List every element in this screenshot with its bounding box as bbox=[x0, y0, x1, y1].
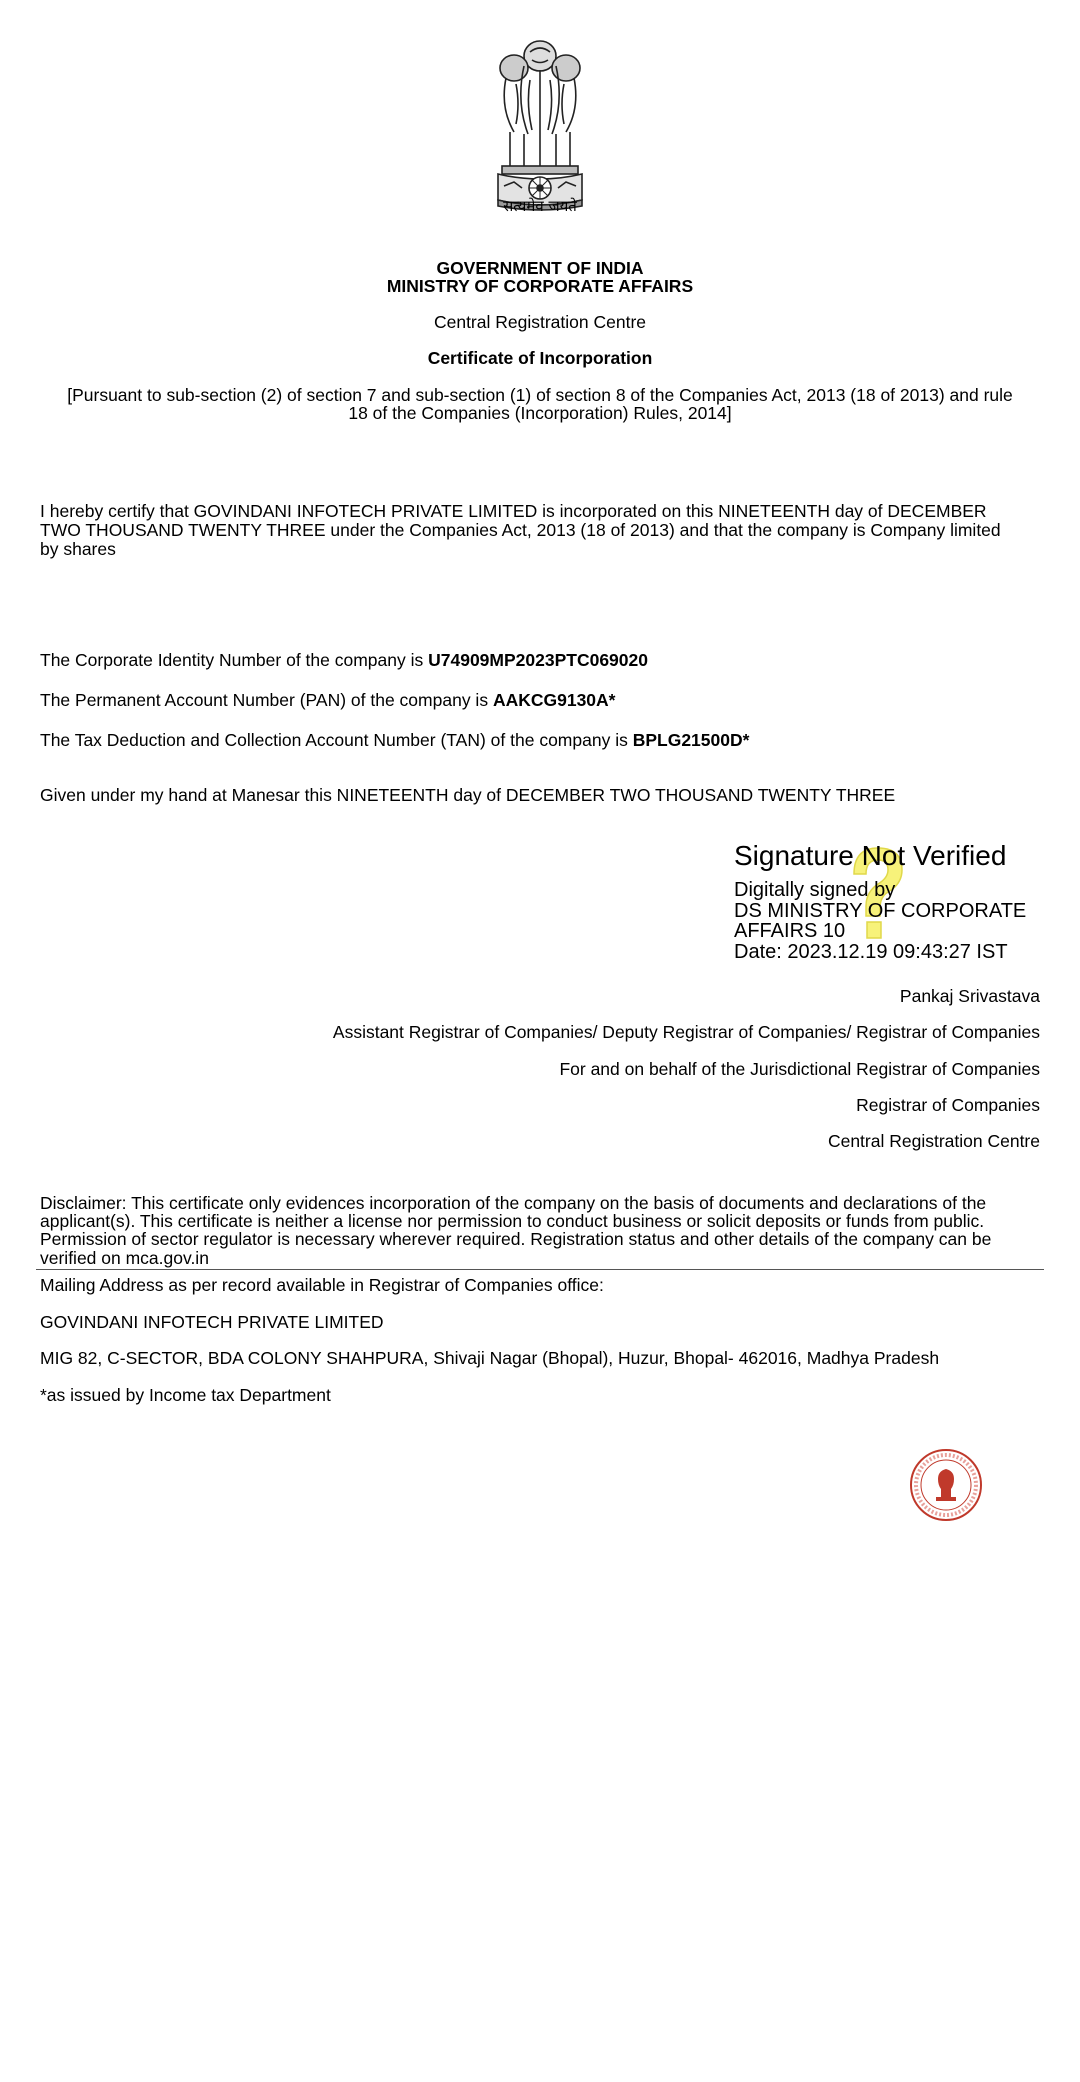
disclaimer-line-2: applicant(s). This certificate is neither a license nor permission to conduct business or solicit deposits or funds from public. bbox=[40, 1211, 985, 1231]
mailing-company: GOVINDANI INFOTECH PRIVATE LIMITED bbox=[40, 1312, 384, 1332]
mailing-address: MIG 82, C-SECTOR, BDA COLONY SHAHPURA, Shivaji Nagar (Bhopal), Huzur, Bhopal- 462016, Madhya Pradesh bbox=[40, 1348, 940, 1368]
cin-value: U74909MP2023PTC069020 bbox=[428, 650, 648, 670]
disclaimer-line-4: verified on mca.gov.in bbox=[40, 1248, 209, 1268]
pan-label: The Permanent Account Number (PAN) of the company is bbox=[40, 690, 493, 710]
signature-line-3: AFFAIRS 10 bbox=[734, 920, 846, 942]
given-under-line: Given under my hand at Manesar this NINETEENTH day of DECEMBER TWO THOUSAND TWENTY THREE bbox=[40, 785, 896, 805]
cin-line bbox=[40, 651, 1040, 670]
disclaimer-line-1: Disclaimer: This certificate only evidences incorporation of the company on the basis of documents and declarations of the bbox=[40, 1193, 987, 1213]
signature-line-1: Digitally signed by bbox=[734, 879, 896, 901]
registrar-seal-icon bbox=[908, 1447, 984, 1523]
tax-footnote: *as issued by Income tax Department bbox=[40, 1385, 331, 1405]
signature-date: Date: 2023.12.19 09:43:27 IST bbox=[734, 940, 1008, 963]
centre-heading: Central Registration Centre bbox=[433, 312, 647, 332]
signature-status: Signature Not Verified bbox=[734, 840, 1007, 871]
signatory-centre: Central Registration Centre bbox=[827, 1131, 1040, 1151]
pan-line bbox=[40, 691, 1040, 710]
signature-details bbox=[734, 880, 1026, 962]
government-heading: GOVERNMENT OF INDIA bbox=[436, 258, 644, 278]
signatory-designation: Assistant Registrar of Companies/ Deputy Registrar of Companies/ Registrar of Companies bbox=[332, 1022, 1040, 1042]
tan-value: BPLG21500D* bbox=[632, 730, 750, 750]
certification-line-2: TWO THOUSAND TWENTY THREE under the Companies Act, 2013 (18 of 2013) and that the company is Company limited bbox=[40, 520, 1001, 540]
certification-line-1: I hereby certify that GOVINDANI INFOTECH PRIVATE LIMITED is incorporated on this NINETEENTH day of DECEMBER bbox=[40, 501, 987, 521]
signatory-on-behalf: For and on behalf of the Jurisdictional Registrar of Companies bbox=[559, 1059, 1040, 1079]
tan-line bbox=[40, 731, 1040, 750]
ministry-heading: MINISTRY OF CORPORATE AFFAIRS bbox=[386, 276, 694, 296]
cin-label: The Corporate Identity Number of the company is bbox=[40, 650, 429, 670]
pursuant-line-1: [Pursuant to sub-section (2) of section 7 and sub-section (1) of section 8 of the Companies Act, 2013 (18 of 2013) and rule bbox=[67, 385, 1013, 405]
pan-value: AAKCG9130A* bbox=[492, 690, 616, 710]
tan-label: The Tax Deduction and Collection Account Number (TAN) of the company is bbox=[40, 730, 633, 750]
mailing-heading: Mailing Address as per record available in Registrar of Companies office: bbox=[40, 1275, 604, 1295]
divider bbox=[36, 1269, 1044, 1270]
pursuant-line-2: 18 of the Companies (Incorporation) Rules, 2014] bbox=[348, 403, 732, 423]
disclaimer-line-3: Permission of sector regulator is necessary wherever required. Registration status and other details of the company can be bbox=[40, 1229, 992, 1249]
signature-line-2: DS MINISTRY OF CORPORATE bbox=[734, 899, 1027, 922]
signatory-office: Registrar of Companies bbox=[856, 1095, 1040, 1115]
signatory-name: Pankaj Srivastava bbox=[899, 986, 1040, 1006]
certificate-title: Certificate of Incorporation bbox=[427, 348, 653, 368]
emblem-motto: सत्यमेव जयते bbox=[503, 197, 577, 215]
certification-line-3: by shares bbox=[40, 539, 116, 559]
